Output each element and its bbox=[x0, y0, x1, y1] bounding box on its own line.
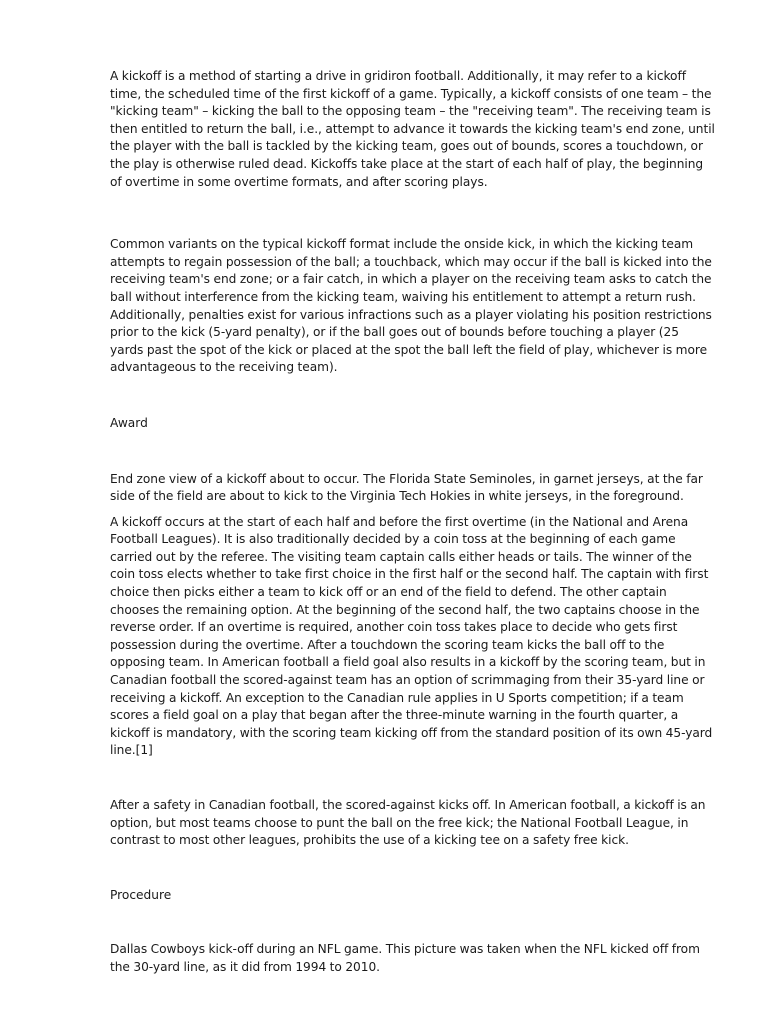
paragraph-kickoff-variants: Common variants on the typical kickoff format include the onside kick, in which the kicking team attempts to regain possession of the ball; a touchback, which may occur if the ball is kicked into the receiving team's end zone; or a fair catch, in which a player on the receiving team asks to catch the ball without interference from the kicking team, waiving his entitlement to attempt a return rush. Additionally, penalties exist for various infractions such as a player violating his position restrictions prior to the kick (5-yard penalty), or if the ball goes out of bounds before touching a player (25 yards past the spot of the kick or placed at the spot the ball left the field of play, whichever is more advantageous to the receiving team). bbox=[110, 237, 712, 375]
paragraph-end-zone-caption: End zone view of a kickoff about to occur. The Florida State Seminoles, in garnet jerseys, at the far side of the field are about to kick to the Virginia Tech Hokies in white jerseys, in the foreground. bbox=[110, 471, 703, 504]
paragraph-kickoff-definition: A kickoff is a method of starting a drive in gridiron football. Additionally, it may refer to a kickoff time, the scheduled time of the first kickoff of a game. Typically, a kickoff consists of one team – the "kicking team" – kicking the ball to the opposing team – the "receiving team". The receiving team is then entitled to return the ball, i.e., attempt to advance it towards the kicking team's end zone, until the player with the ball is tackled by the kicking team, goes out of bounds, scores a touchdown, or the play is otherwise ruled dead. Kickoffs take place at the start of each half of play, the beginning of overtime in some overtime formats, and after scoring plays. bbox=[110, 69, 715, 189]
heading-award: Award bbox=[110, 415, 148, 430]
paragraph-kickoff-occurrence: A kickoff occurs at the start of each half and before the first overtime (in the National and Arena Football Leagues). It is also traditionally decided by a coin toss at the beginning of each game carried out by the referee. The visiting team captain calls either heads or tails. The winner of the coin toss elects whether to take first choice in the first half or the second half. The captain with first choice then picks either a team to kick off or an end of the field to defend. The other captain chooses the remaining option. At the beginning of the second half, the two captains choose in the reverse order. If an overtime is required, another coin toss takes place to decide who gets first possession during the overtime. After a touchdown the scoring team kicks the ball off to the opposing team. In American football a field goal also results in a kickoff by the scoring team, but in Canadian football the scored-against team has an option of scrimmaging from their 35-yard line or receiving a kickoff. An exception to the Canadian rule applies in U Sports competition; if a team scores a field goal on a play that began after the three-minute warning in the fourth quarter, a kickoff is mandatory, with the scoring team kicking off from the standard position of its own 45-yard line.[1] bbox=[110, 514, 713, 758]
paragraph-safety-kickoff: After a safety in Canadian football, the scored-against kicks off. In American football, a kickoff is an option, but most teams choose to punt the ball on the free kick; the National Football League, in contrast to most other leagues, prohibits the use of a kicking tee on a safety free kick. bbox=[110, 798, 706, 848]
heading-procedure: Procedure bbox=[110, 887, 172, 902]
paragraph-cowboys-caption: Dallas Cowboys kick-off during an NFL game. This picture was taken when the NFL kicked off from the 30-yard line, as it did from 1994 to 2010. bbox=[110, 942, 700, 974]
document-page bbox=[110, 68, 715, 977]
